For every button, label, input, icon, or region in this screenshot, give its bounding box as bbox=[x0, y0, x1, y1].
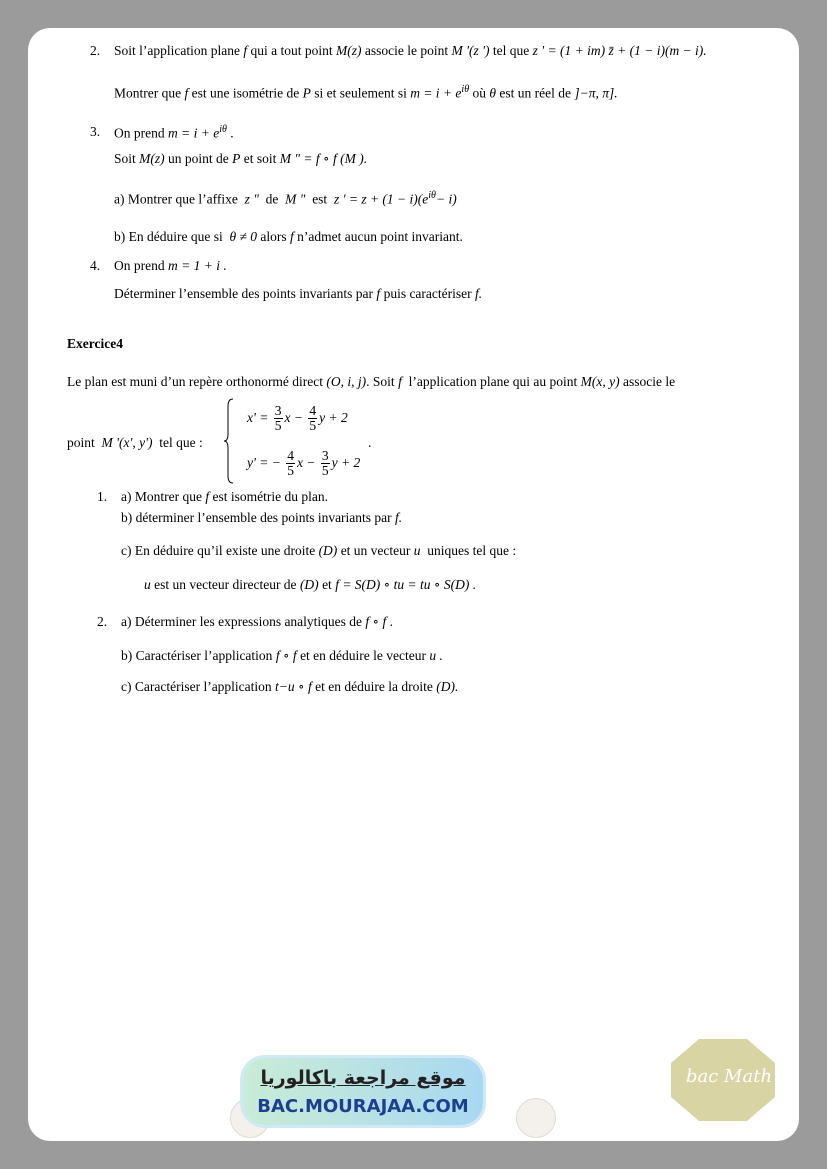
q2-formula: z ' = (1 + im) z̄ + (1 − i)(m − i). bbox=[532, 43, 707, 58]
repere: (O, i, j) bbox=[326, 374, 367, 389]
site-banner-url[interactable]: BAC.MOURAJAA.COM bbox=[257, 1096, 469, 1117]
q2-line1: Soit l’application plane f qui a tout point M(z) associe le point M '(z ') tel que z ' = (1 + im) z̄ + (1 − i)(m − i). bbox=[114, 43, 707, 58]
site-banner[interactable] bbox=[243, 1058, 483, 1125]
ex4-item1-d: u est un vecteur directeur de (D) et f = S(D) ∘ tu = tu ∘ S(D) . bbox=[144, 577, 477, 592]
q3-line2: Soit M(z) un point de P et soit M " = f ∘ f (M ). bbox=[114, 151, 368, 166]
ex4-item1-b: b) déterminer l’ensemble des points invariants par f. bbox=[121, 510, 403, 525]
q3-part-b: b) En déduire que si θ ≠ 0 alors f n’admet aucun point invariant. bbox=[114, 229, 463, 244]
bacmath-logo-text: bac Math bbox=[686, 1066, 773, 1087]
ex4-item2-number: 2. bbox=[97, 614, 108, 629]
q3-line1: On prend $m = i + e^{i\theta}$ . bbox=[114, 124, 234, 141]
exercise-title: Exercice4 bbox=[67, 336, 123, 351]
ex4-intro-line1: Le plan est muni d’un repère orthonormé direct (O, i, j). Soit f l’application plane qui au point M(x, y) associe le bbox=[67, 374, 676, 389]
ex4-item1-c: c) En déduire qu’il existe une droite (D) et un vecteur u uniques tel que : bbox=[121, 543, 517, 558]
system-dot: . bbox=[368, 435, 372, 450]
system-brace bbox=[224, 398, 234, 484]
ex4-item2-c: c) Caractériser l’application t−u ∘ f et en déduire la droite (D). bbox=[121, 679, 459, 694]
ex4-item1-number: 1. bbox=[97, 489, 108, 504]
q2-number: 2. bbox=[90, 43, 101, 58]
ex4-item2-b: b) Caractériser l’application f ∘ f et en déduire le vecteur u . bbox=[121, 648, 443, 663]
ex4-item2-a: a) Déterminer les expressions analytiques de f ∘ f . bbox=[121, 614, 394, 629]
right-logo-icon bbox=[516, 1098, 556, 1138]
ex4-item1-a: a) Montrer que f est isométrie du plan. bbox=[121, 489, 328, 504]
q4-line2: Déterminer l’ensemble des points invariants par f puis caractériser f. bbox=[114, 286, 483, 301]
q3-part-a: a) Montrer que l’affixe z " de M " est z ' = $z + (1 - i)(e^{i\theta}- i)$ bbox=[114, 190, 457, 207]
q3-number: 3. bbox=[90, 124, 101, 139]
q2-condition: m = i + e bbox=[410, 85, 462, 101]
site-banner-arabic: موقع مراجعة باكالوريا bbox=[260, 1067, 466, 1089]
q2-line2: Montrer que f est une isométrie de P si et seulement si $m = i + e^{i\theta}$ où θ est un réel de ]−π, π]. bbox=[114, 84, 618, 101]
q4-number: 4. bbox=[90, 258, 101, 273]
q2-interval: ]−π, π]. bbox=[574, 85, 618, 101]
decomposition-formula: f = S(D) ∘ tu = tu ∘ S(D) . bbox=[335, 577, 477, 592]
document-page bbox=[28, 28, 799, 1141]
q4-line1: On prend m = 1 + i . bbox=[114, 258, 227, 273]
system-eq1: x' = $\frac{3}{5}$ x − $\frac{4}{5}$ y + 2 bbox=[247, 403, 348, 434]
system-eq2: y' = − $\frac{4}{5}$ x − $\frac{3}{5}$ y + 2 bbox=[247, 448, 361, 479]
ex4-intro-line2: point M '(x', y') tel que : bbox=[67, 435, 203, 450]
